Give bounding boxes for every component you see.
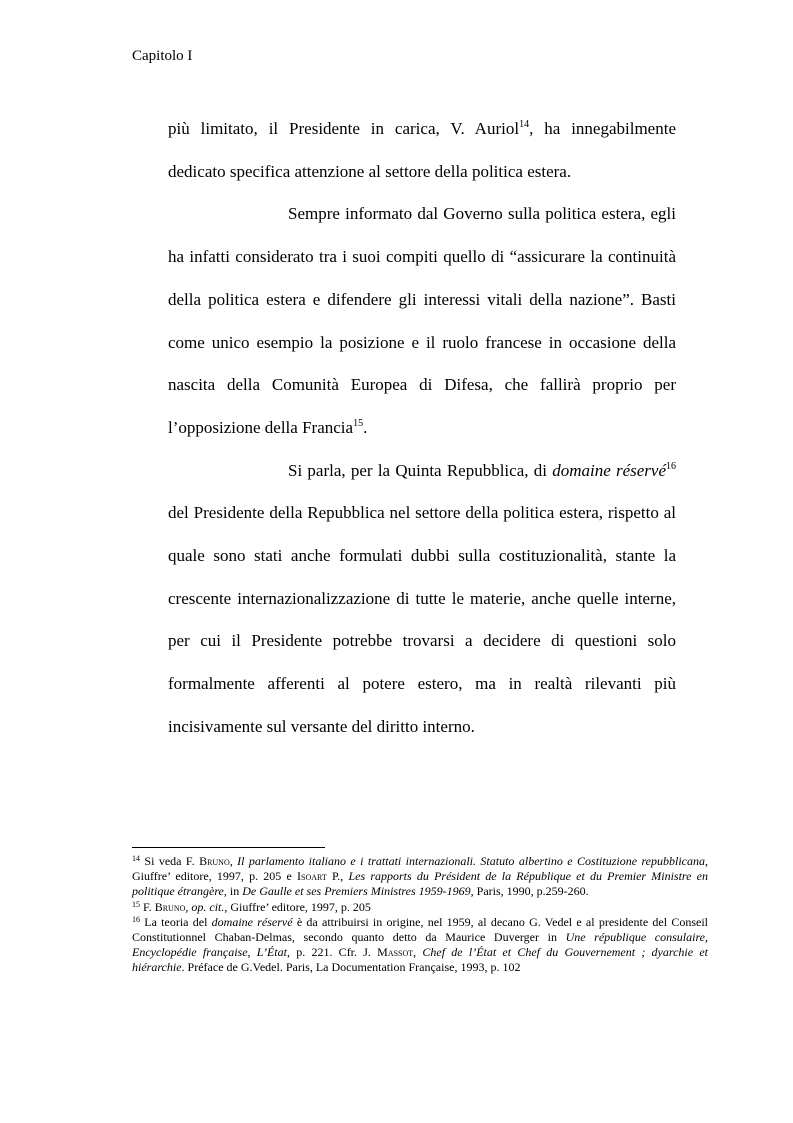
author-name: Bruno [154, 899, 186, 914]
footnote-text: , [413, 945, 423, 960]
footnote-text: , Giuffre’ editore, 1997, p. 205 [224, 899, 371, 914]
footnote-text: La teoria del [140, 914, 212, 929]
footnote-number: 14 [132, 854, 140, 863]
footnote-ref-16: 16 [666, 460, 676, 472]
author-name: Isoart [297, 869, 327, 884]
paragraph-3-emphasis: domaine réservé [552, 460, 666, 480]
paragraph-2-text-b: . [363, 417, 368, 437]
footnote-text: , Paris, 1990, p.259-260. [470, 884, 589, 899]
footnote-text: , [185, 899, 192, 914]
footnote-separator [132, 847, 325, 848]
author-name: Bruno [199, 854, 230, 868]
footnote-text: F. [140, 899, 155, 914]
footnote-14 [132, 854, 708, 900]
footnotes [132, 854, 708, 976]
footnote-ref-14: 14 [519, 119, 530, 130]
footnote-number: 16 [132, 914, 140, 924]
paragraph-2-text-a: Sempre informato dal Governo sulla politica estera, egli ha infatti considerato tra i suoi compiti quello di “assicurare la continuità della politica estera e difendere gli interessi vitali della nazione”. Basti come unico esempio la posizione e il ruolo francese in occasione della nascita della Comunità Europea di Difesa, che fallirà proprio per l’opposizione della Francia [168, 204, 676, 437]
footnote-text: . Préface de G.Vedel. Paris, La Documentation Française, 1993, p. 102 [181, 960, 521, 975]
work-title: Il parlamento italiano e i trattati internazionali. Statuto albertino e Costituzione repubblicana [237, 854, 705, 868]
paragraph-1-text-a: più limitato, il Presidente in carica, V. Auriol [168, 119, 520, 138]
footnote-text: P., [326, 869, 349, 884]
footnote-text: , p. 221. Cfr. J. [286, 945, 378, 960]
work-title: De Gaulle et ses Premiers Ministres 1959-1969 [242, 884, 471, 899]
paragraph-1-text-b: , ha innegabilmente dedicato specifica attenzione al settore della politica estera. [168, 119, 676, 181]
work-title: Les rapports du Président de la République et du Premier Ministre en politique étrangère [132, 869, 708, 899]
footnote-text: , [229, 854, 238, 868]
work-title: Chef de l’État et Chef du Gouvernement ; dyarchie et hiérarchie [132, 945, 708, 975]
footnote-text: , in [223, 884, 243, 899]
footnote-15 [132, 900, 708, 915]
page-header: Capitolo I [132, 48, 193, 64]
footnote-text: Si veda F. [140, 854, 200, 868]
work-title: Une république consulaire, Encyclopédie française, L’État [132, 930, 708, 960]
footnote-number: 15 [132, 899, 140, 909]
work-title: op. cit. [191, 899, 225, 914]
paragraph-2 [168, 193, 676, 449]
paragraph-1 [168, 108, 676, 193]
footnote-16 [132, 915, 708, 976]
work-title: domaine réservé [211, 914, 293, 929]
footnote-text: è da attribuirsi in origine, nel 1959, al decano G. Vedel e al presidente del Conseil Constitutionnel Chaban-Delmas, secondo quanto detto da Maurice Duverger in [132, 914, 709, 945]
paragraph-3 [168, 450, 676, 749]
footnote-ref-15: 15 [353, 417, 364, 429]
paragraph-3-text-a: Si parla, per la Quinta Repubblica, di [288, 460, 553, 480]
footnote-text: , Giuffre’ editore, 1997, p. 205 e [132, 854, 708, 884]
author-name: Massot [377, 945, 414, 960]
paragraph-3-text-b: del Presidente della Repubblica nel settore della politica estera, rispetto al quale sono stati anche formulati dubbi sulla costituzionalità, stante la crescente internazionalizzazione di tutte le materie, anche quelle interne, per cui il Presidente potrebbe trovarsi a decidere di questioni solo formalmente afferenti al potere estero, ma in realtà rilevanti più incisivamente sul versante del diritto interno. [168, 503, 676, 736]
main-text [168, 108, 676, 749]
